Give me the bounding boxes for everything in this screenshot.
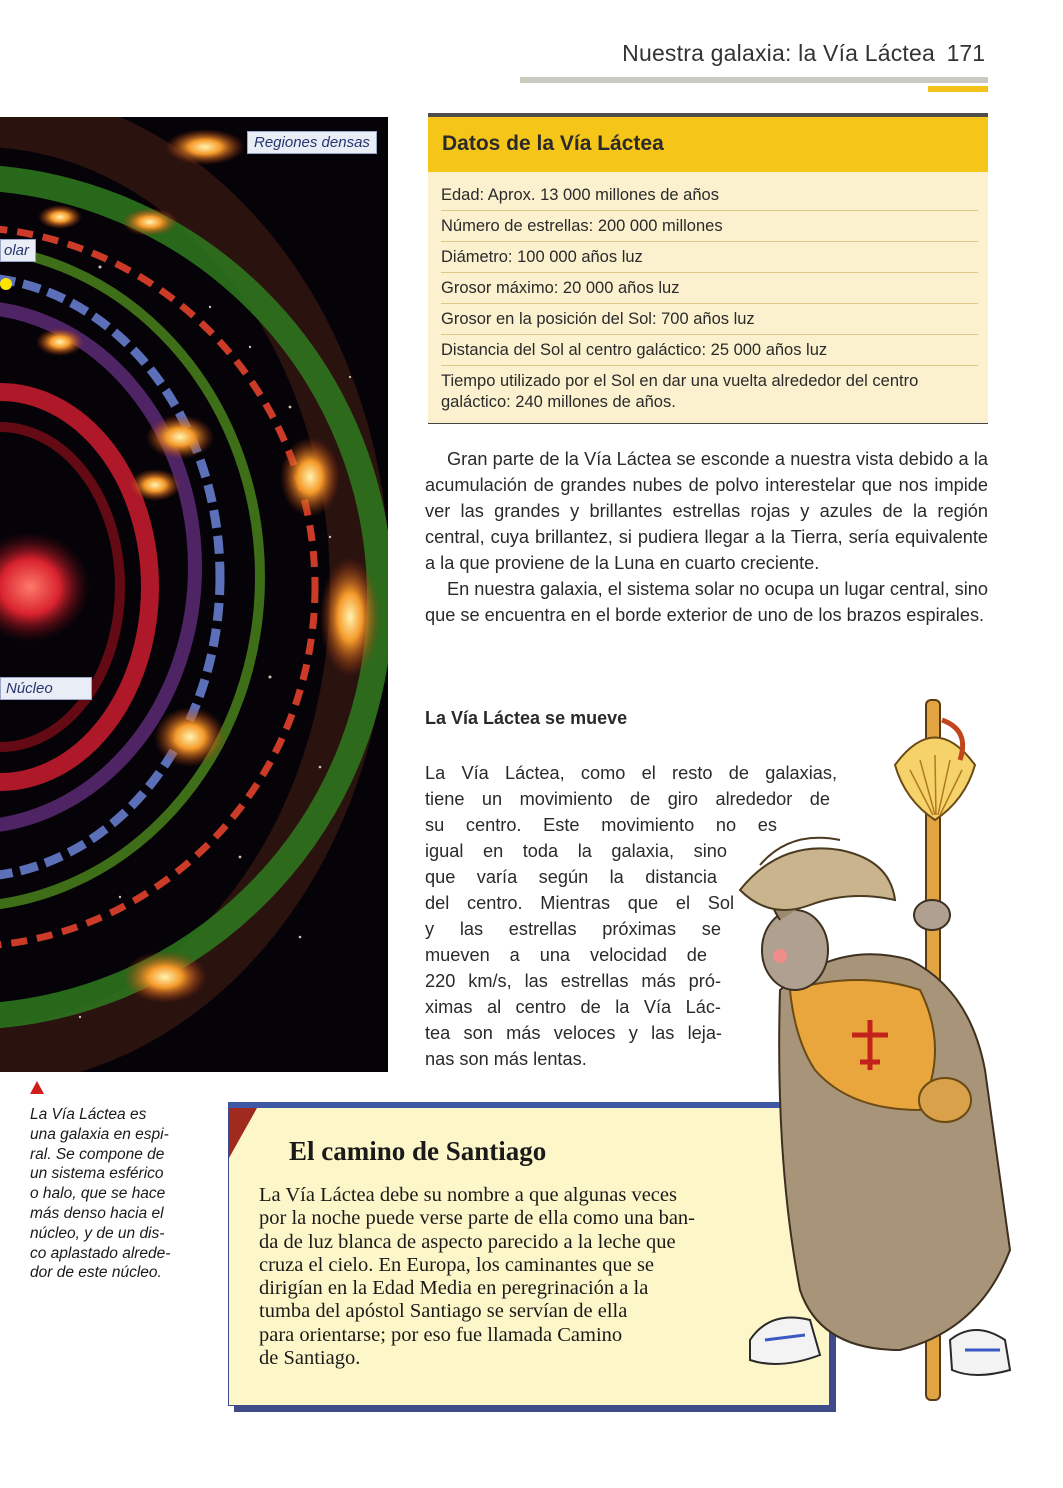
header-rule [520,77,988,83]
body-text [425,446,988,628]
pilgrim-illustration [720,690,1040,1410]
caption-triangle-icon [30,1081,44,1094]
datos-box [428,113,988,424]
header-accent-rule [928,86,988,92]
datos-item: Distancia del Sol al centro galáctico: 25 000 años luz [441,335,978,366]
paragraph: En nuestra galaxia, el sistema solar no ocupa un lugar central, sino que se encuentra en el borde exterior de uno de los brazos espirales. [425,579,988,625]
text-line: 220 km/s, las estrellas más pró- [425,971,721,991]
running-title: Nuestra galaxia: la Vía Láctea [622,40,935,66]
text-line: nas son más lentas. [425,1049,587,1069]
datos-item: Número de estrellas: 200 000 millones [441,211,978,242]
caption-line: núcleo, y de un dis- [30,1224,165,1242]
text-line: y las estrellas próximas se [425,919,721,939]
label-regiones-densas: Regiones densas [247,131,377,154]
caption-line: más denso hacia el [30,1204,164,1222]
paragraph: Gran parte de la Vía Láctea se esconde a nuestra vista debido a la acumulación de grandes nubes de polvo interestelar que nos impide ver las grandes y brillantes estrellas rojas y azules de la región central, cuya brillantez, si pudiera llegar a la Tierra, sería equivalente a la que proviene de la Luna en cuarto creciente. [425,449,988,573]
datos-item: Tiempo utilizado por el Sol en dar una vuelta alrededor del centro galáctico: 240 millones de años. [441,372,919,411]
caption-line: ral. Se compone de [30,1145,165,1163]
text-line: La Vía Láctea debe su nombre a que algunas veces [259,1184,677,1206]
datos-title: Datos de la Vía Láctea [442,132,664,155]
text-line: mueven a una velocidad de [425,945,707,965]
label-sistema-solar: olar [0,239,36,262]
caption-line: dor de este núcleo. [30,1264,162,1282]
galaxy-illustration [0,117,388,1072]
caption-line: o halo, que se hace [30,1185,166,1203]
text-line: su centro. Este movimiento no es [425,815,777,835]
datos-item: Grosor máximo: 20 000 años luz [441,273,978,304]
text-line: da de luz blanca de aspecto parecido a la leche que [259,1230,676,1253]
datos-item: Diámetro: 100 000 años luz [441,242,978,273]
corner-flag-icon [229,1108,257,1158]
text-line: tumba del apóstol Santiago se servían de ella [259,1300,628,1323]
text-line: de Santiago. [259,1347,361,1370]
datos-list [428,172,988,424]
caption-line: La Vía Láctea es [30,1106,147,1123]
text-line: por la noche puede verse parte de ella como una ban- [259,1207,695,1230]
page-number: 171 [946,40,985,66]
text-line: ximas al centro de la Vía Lác- [425,997,721,1017]
galaxy-spiral-drawing [0,117,388,1072]
figure-caption [30,1105,195,1283]
text-line: cruza el cielo. En Europa, los caminantes que se [259,1253,655,1276]
datos-item: Edad: Aprox. 13 000 millones de años [441,180,978,211]
datos-item: Grosor en la posición del Sol: 700 años luz [441,304,978,335]
santiago-text [259,1184,771,1370]
text-line: igual en toda la galaxia, sino [425,841,727,861]
text-line: dirigían en la Edad Media en peregrinación a la [259,1277,649,1300]
datos-header [428,117,988,172]
caption-line: co aplastado alrede- [30,1244,171,1262]
label-nucleo: Núcleo [0,677,92,700]
text-line: tea son más veloces y las leja- [425,1023,722,1043]
caption-line: un sistema esférico [30,1165,164,1183]
text-line: La Vía Láctea, como el resto de galaxias, [425,763,837,783]
subheading: La Vía Láctea se mueve [425,708,628,728]
santiago-title: El camino de Santiago [289,1136,547,1166]
text-line: del centro. Mientras que el Sol [425,893,734,913]
text-line: que varía según la distancia [425,867,717,887]
text-line: tiene un movimiento de giro alrededor de [425,789,830,809]
text-line: para orientarse; por eso fue llamada Camino [259,1323,623,1346]
caption-line: una galaxia en espi- [30,1125,169,1143]
